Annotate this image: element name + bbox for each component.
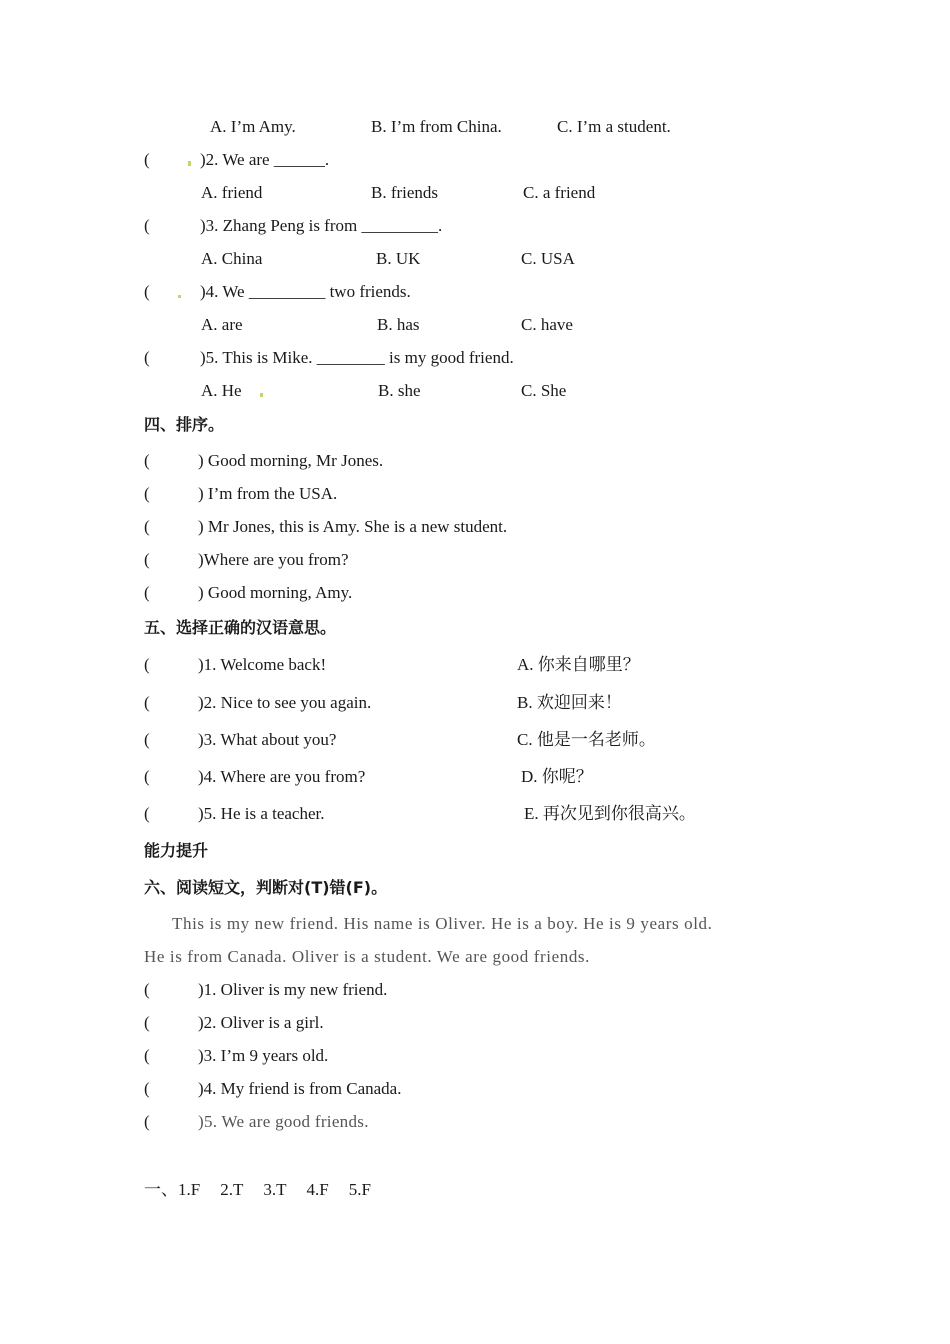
answer-paren: ( <box>144 804 150 823</box>
option-a: A. friend <box>201 183 263 202</box>
option-a: A. I’m Amy. <box>210 117 296 136</box>
ability-title: 能力提升 <box>144 841 209 860</box>
option-b: B. UK <box>376 249 421 268</box>
match-option: A. 你来自哪里？ <box>517 655 640 674</box>
list-item: )1. Welcome back! <box>198 655 327 674</box>
option-c: C. have <box>521 315 573 334</box>
match-option: D. 你呢？ <box>521 767 593 786</box>
option-b: B. has <box>377 315 420 334</box>
answer-paren: ( <box>144 1079 150 1098</box>
list-item: ) Mr Jones, this is Amy. She is a new student. <box>198 517 508 536</box>
answer-paren: ( <box>144 484 150 503</box>
option-c: C. I’m a student. <box>557 117 671 136</box>
answer-item: 4.F <box>306 1180 329 1199</box>
option-c: C. She <box>521 381 567 400</box>
mark-dot <box>260 393 263 397</box>
answer-paren: ( <box>144 216 150 235</box>
match-option: E. 再次见到你很高兴。 <box>524 804 696 823</box>
list-item: )5. We are good friends. <box>198 1112 369 1131</box>
option-a: A. China <box>201 249 263 268</box>
question-text: )5. This is Mike. ________ is my good friend. <box>200 348 514 367</box>
list-item: )1. Oliver is my new friend. <box>198 980 388 999</box>
answer-paren: ( <box>144 282 150 301</box>
answer-paren: ( <box>144 767 150 786</box>
answer-paren: ( <box>144 150 150 169</box>
question-text: )2. We are ______. <box>200 150 330 169</box>
answer-paren: ( <box>144 583 150 602</box>
answer-paren: ( <box>144 348 150 367</box>
mark-dot <box>188 161 191 166</box>
question-text: )3. Zhang Peng is from _________. <box>200 216 443 235</box>
answer-paren: ( <box>144 1013 150 1032</box>
answer-paren: ( <box>144 730 150 749</box>
question-text: )4. We _________ two friends. <box>200 282 411 301</box>
answer-item: 5.F <box>348 1180 371 1199</box>
section-title: 五、选择正确的汉语意思。 <box>144 618 337 637</box>
answer-key-prefix: 一、 <box>144 1180 178 1199</box>
option-c: C. a friend <box>523 183 596 202</box>
match-option: B. 欢迎回来！ <box>517 693 622 712</box>
answer-item: 2.T <box>220 1180 244 1199</box>
option-b: B. friends <box>371 183 439 202</box>
answer-paren: ( <box>144 980 150 999</box>
option-b: B. I’m from China. <box>371 117 502 136</box>
list-item: )3. I’m 9 years old. <box>198 1046 329 1065</box>
answer-paren: ( <box>144 517 150 536</box>
list-item: ) Good morning, Amy. <box>198 583 353 602</box>
option-a: A. are <box>201 315 243 334</box>
option-a: A. He <box>201 381 242 400</box>
passage-line: He is from Canada. Oliver is a student. We are good friends. <box>144 947 590 966</box>
answer-paren: ( <box>144 655 150 674</box>
answer-paren: ( <box>144 1046 150 1065</box>
option-c: C. USA <box>521 249 575 268</box>
answer-item: 1.F <box>178 1180 201 1199</box>
list-item: )3. What about you? <box>198 730 337 749</box>
list-item: )2. Nice to see you again. <box>198 693 372 712</box>
passage-line: This is my new friend. His name is Oliver. He is a boy. He is 9 years old. <box>172 914 713 933</box>
list-item: )5. He is a teacher. <box>198 804 325 823</box>
answer-item: 3.T <box>263 1180 287 1199</box>
list-item: )4. My friend is from Canada. <box>198 1079 402 1098</box>
list-item: )4. Where are you from? <box>198 767 366 786</box>
list-item: )2. Oliver is a girl. <box>198 1013 324 1032</box>
answer-paren: ( <box>144 693 150 712</box>
answer-paren: ( <box>144 550 150 569</box>
answer-paren: ( <box>144 1112 150 1131</box>
section-title: 六、阅读短文，判断对(T)错(F)。 <box>144 878 388 897</box>
list-item: ) Good morning, Mr Jones. <box>198 451 384 470</box>
mark-dot <box>178 295 181 298</box>
list-item: )Where are you from? <box>198 550 349 569</box>
match-option: C. 他是一名老师。 <box>517 730 656 749</box>
section-title: 四、排序。 <box>144 415 225 434</box>
option-b: B. she <box>378 381 421 400</box>
list-item: ) I’m from the USA. <box>198 484 338 503</box>
answer-paren: ( <box>144 451 150 470</box>
answer-key <box>144 1180 371 1200</box>
